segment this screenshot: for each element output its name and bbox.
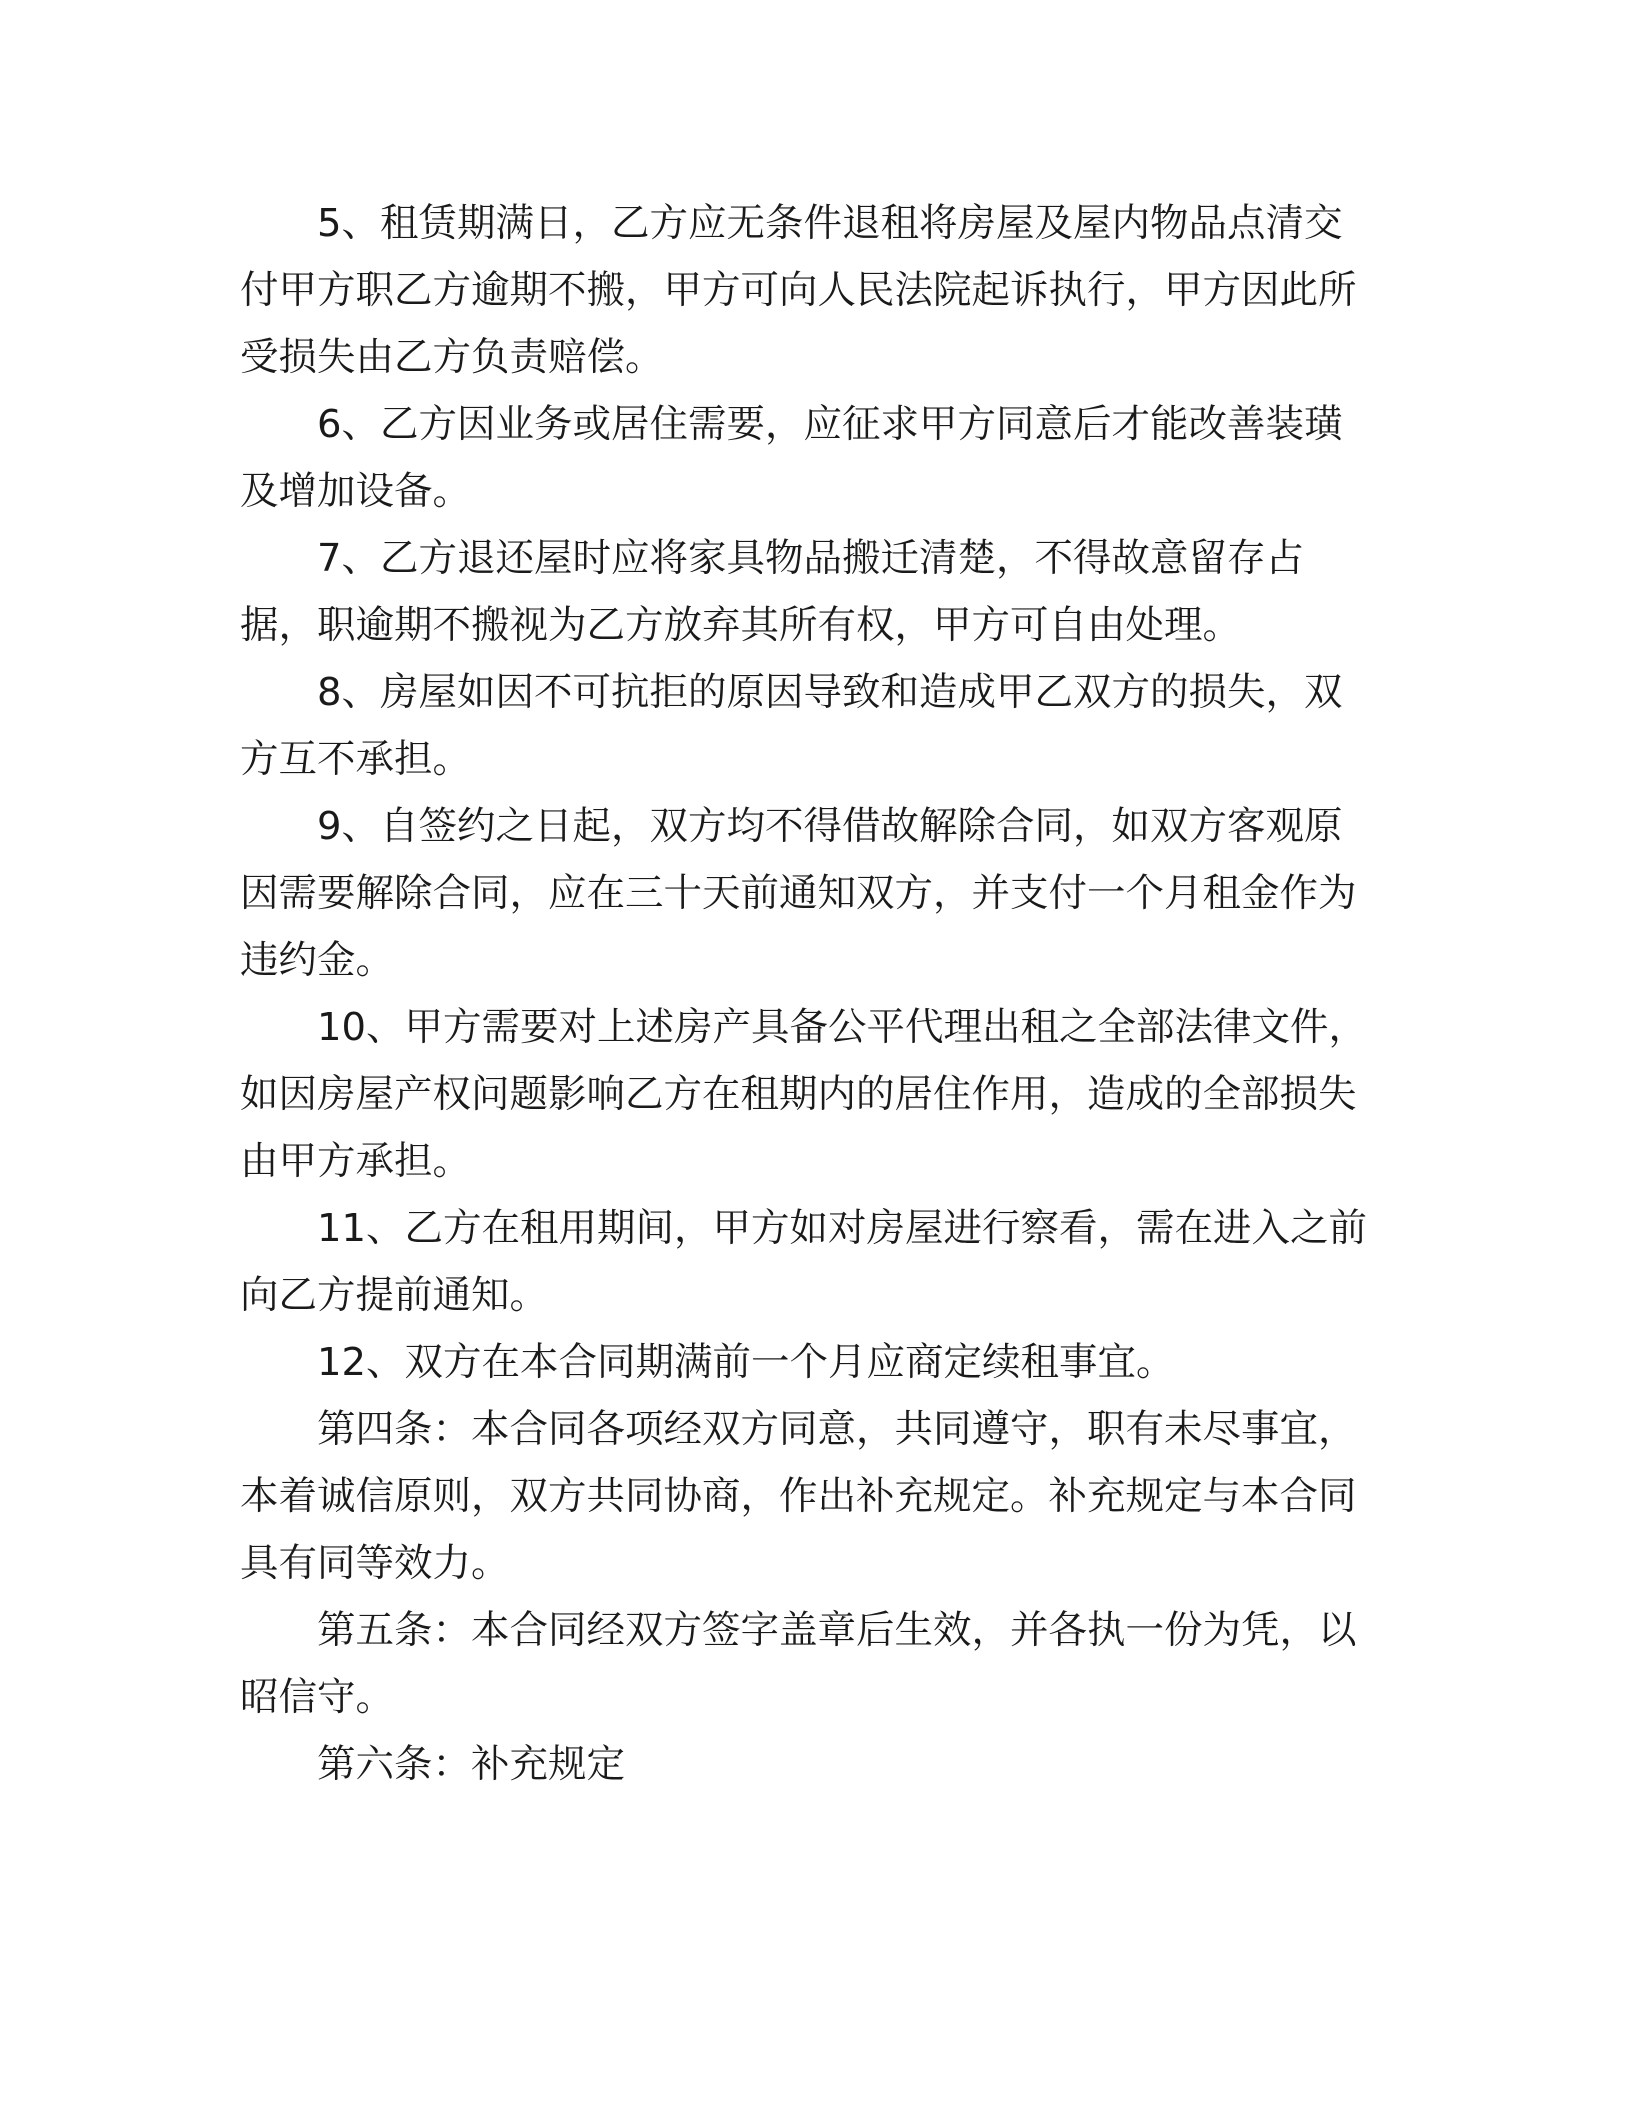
clause-8: 8、房屋如因不可抗拒的原因导致和造成甲乙双方的损失，双方互不承担。 [240,670,1343,782]
clause-11: 11、乙方在租用期间，甲方如对房屋进行察看，需在进入之前向乙方提前通知。 [240,1206,1367,1318]
clause-7: 7、乙方退还屋时应将家具物品搬迁清楚，不得故意留存占据，职逾期不搬视为乙方放弃其所有权，甲方可自由处理。 [240,536,1304,648]
clause-5: 5、租赁期满日，乙方应无条件退租将房屋及屋内物品点清交付甲方职乙方逾期不搬，甲方可向人民法院起诉执行，甲方因此所受损失由乙方负责赔偿。 [240,201,1357,380]
article-5: 第五条：本合同经双方签字盖章后生效，并各执一份为凭，以昭信守。 [240,1608,1357,1720]
document-page [240,190,1380,1798]
article-4: 第四条：本合同各项经双方同意，共同遵守，职有未尽事宜，本着诚信原则，双方共同协商，作出补充规定。补充规定与本合同具有同等效力。 [240,1407,1357,1586]
clause-9: 9、自签约之日起，双方均不得借故解除合同，如双方客观原因需要解除合同，应在三十天前通知双方，并支付一个月租金作为违约金。 [240,804,1357,983]
article-6: 第六条：补充规定 [317,1742,626,1787]
clause-10: 10、甲方需要对上述房产具备公平代理出租之全部法律文件，如因房屋产权问题影响乙方在租期内的居住作用，造成的全部损失由甲方承担。 [240,1005,1367,1184]
clause-6: 6、乙方因业务或居住需要，应征求甲方同意后才能改善装璜及增加设备。 [240,402,1343,514]
clause-12: 12、双方在本合同期满前一个月应商定续租事宜。 [317,1340,1175,1385]
